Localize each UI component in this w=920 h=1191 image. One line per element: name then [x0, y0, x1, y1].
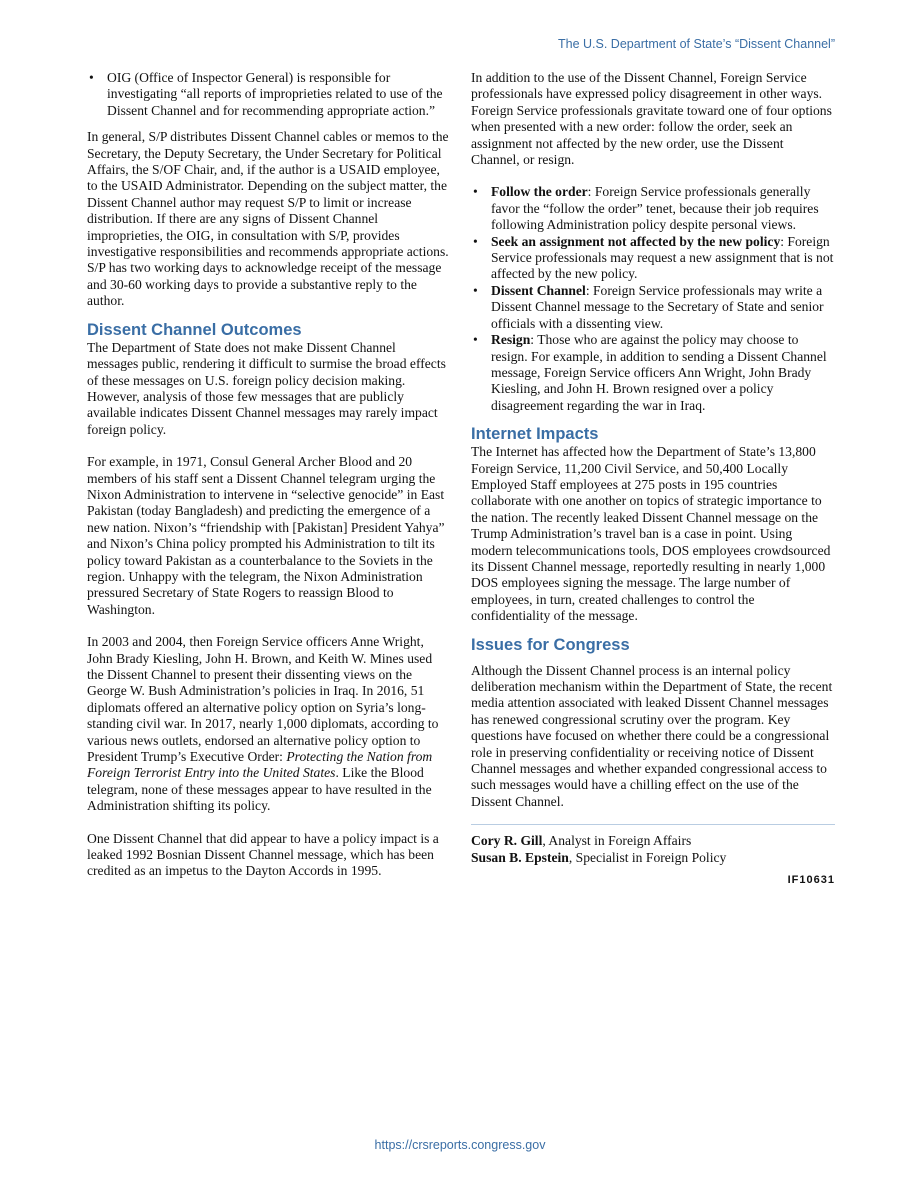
paragraph-2003-dissents: In 2003 and 2004, then Foreign Service officers Anne Wright, John Brady Kiesling, John H. Brown, and Keith W. Mines used the Dissent Channel to present their dissenting views on the George W. Bush Administration’s policies in Iraq. In 2016, 51 diplomats offered an alternative policy option on Syria’s long-standing civil war. In 2017, nearly 1,000 diplomats, according to various news outlets, endorsed an alternative policy option to President Trump’s Executive Order: Protecting the Nation from Foreign Terrorist Entry into the United States. Like the Blood telegram, none of these messages appear to have resulted in the Administration shifting its policy. [87, 634, 439, 814]
heading-internet-impacts: Internet Impacts [471, 425, 599, 444]
author-line: Susan B. Epstein, Specialist in Foreign Policy [471, 849, 727, 865]
running-header: The U.S. Department of State’s “Dissent Channel” [558, 37, 835, 51]
executive-order-title: Protecting the Nation from Foreign Terrorist Entry into the United States [87, 749, 433, 781]
oig-bullet-list [87, 70, 449, 119]
heading-dissent-channel-outcomes: Dissent Channel Outcomes [87, 320, 302, 339]
paragraph-options: In addition to the use of the Dissent Channel, Foreign Service professionals have expressed policy disagreement in other ways. Foreign Service professionals gravitate toward one of four options when presented with a new order: follow the order, seek an assignment not affected by the new order, use the Dissent Channel, or resign. [471, 70, 832, 168]
document-id: IF10631 [787, 874, 835, 887]
footer-url-link[interactable]: https://crsreports.congress.gov [374, 1138, 546, 1152]
options-bullet-list [471, 184, 835, 414]
list-item: • Dissent Channel: Foreign Service professionals may write a Dissent Channel message to the Secretary of State and senior officials with a dissenting view. [491, 283, 835, 332]
paragraph-internet: The Internet has affected how the Department of State’s 13,800 Foreign Service, 11,200 Civil Service, and 50,400 Locally Employed Staff employees at 275 posts in 195 countries collaborate with one another on topics of strategic importance to the nation. The recently leaked Dissent Channel message on the Trump Administration’s travel ban is a case in point. Using modern telecommunications tools, DOS employees crowdsourced its Dissent Channel message, reportedly resulting in nearly 1,000 DOS employees signing the message. The large number of employees, in turn, created challenges to control the confidentiality of the message. [471, 444, 831, 624]
author-divider [471, 824, 835, 825]
right-column [471, 70, 835, 888]
paragraph-congress: Although the Dissent Channel process is an internal policy deliberation mechanism within the Department of State, the recent media attention associated with leaked Dissent Channel messages has renewed congressional scrutiny over the program. Key questions have focused on whether there could be a congressional role in preserving confidentiality or receiving notice of Dissent Channel messages and whether expanded congressional access to such messages would have a chilling effect on the use of the Dissent Channel. [471, 662, 833, 809]
list-item: • OIG (Office of Inspector General) is responsible for investigating “all reports of improprieties related to use of the Dissent Channel and for recommending appropriate action.” [107, 70, 449, 119]
author-line: Cory R. Gill, Analyst in Foreign Affairs [471, 833, 692, 849]
paragraph-outcomes: The Department of State does not make Dissent Channel messages public, rendering it difficult to surmise the broad effects of these messages on U.S. foreign policy decision making. However, analysis of those few messages that are publicly available indicates Dissent Channel messages may rarely impact foreign policy. [87, 339, 446, 437]
left-column [87, 70, 449, 890]
paragraph-distribution: In general, S/P distributes Dissent Channel cables or memos to the Secretary, the Deputy Secretary, the Under Secretary for Political Affairs, the S/OF Chair, and, if the author is a USAID employee, to the USAID Administrator. Depending on the subject matter, the Dissent Channel author may request S/P to limit or increase distribution. If there are any signs of Dissent Channel improprieties, the OIG, in consultation with S/P, provides investigative responsibilities and recommends appropriate actions. S/P has two working days to acknowledge receipt of the message and 30-60 working days to provide a substantive reply to the author. [87, 129, 449, 309]
heading-issues-for-congress: Issues for Congress [471, 635, 630, 654]
paragraph-1971-example: For example, in 1971, Consul General Archer Blood and 20 members of his staff sent a Dissent Channel telegram urging the Nixon Administration to intervene in “selective genocide” in East Pakistan (today Bangladesh) and predicting the emergence of a new nation. Nixon’s “friendship with [Pakistan] President Yahya” and Nixon’s China policy prompted his Administration to tilt its policy toward Pakistan as a counterbalance to the Soviets in the region. Unhappy with the telegram, the Nixon Administration pressured Secretary of State Rogers to reassign Blood to Washington. [87, 454, 445, 617]
list-item: • Seek an assignment not affected by the new policy: Foreign Service professionals may request a new assignment that is not affected by the new policy. [491, 234, 835, 283]
list-item: • Resign: Those who are against the policy may choose to resign. For example, in addition to sending a Dissent Channel message, Foreign Service officers Ann Wright, John Brady Kiesling, and John H. Brown resigned over a policy disagreement regarding the war in Iraq. [491, 332, 835, 414]
list-item: • Follow the order: Foreign Service professionals generally favor the “follow the order” tenet, because their job requires following Administration policy despite personal views. [491, 184, 835, 233]
paragraph-bosnia: One Dissent Channel that did appear to have a policy impact is a leaked 1992 Bosnian Dissent Channel message, which has been credited as an impetus to the Dayton Accords in 1995. [87, 830, 439, 879]
